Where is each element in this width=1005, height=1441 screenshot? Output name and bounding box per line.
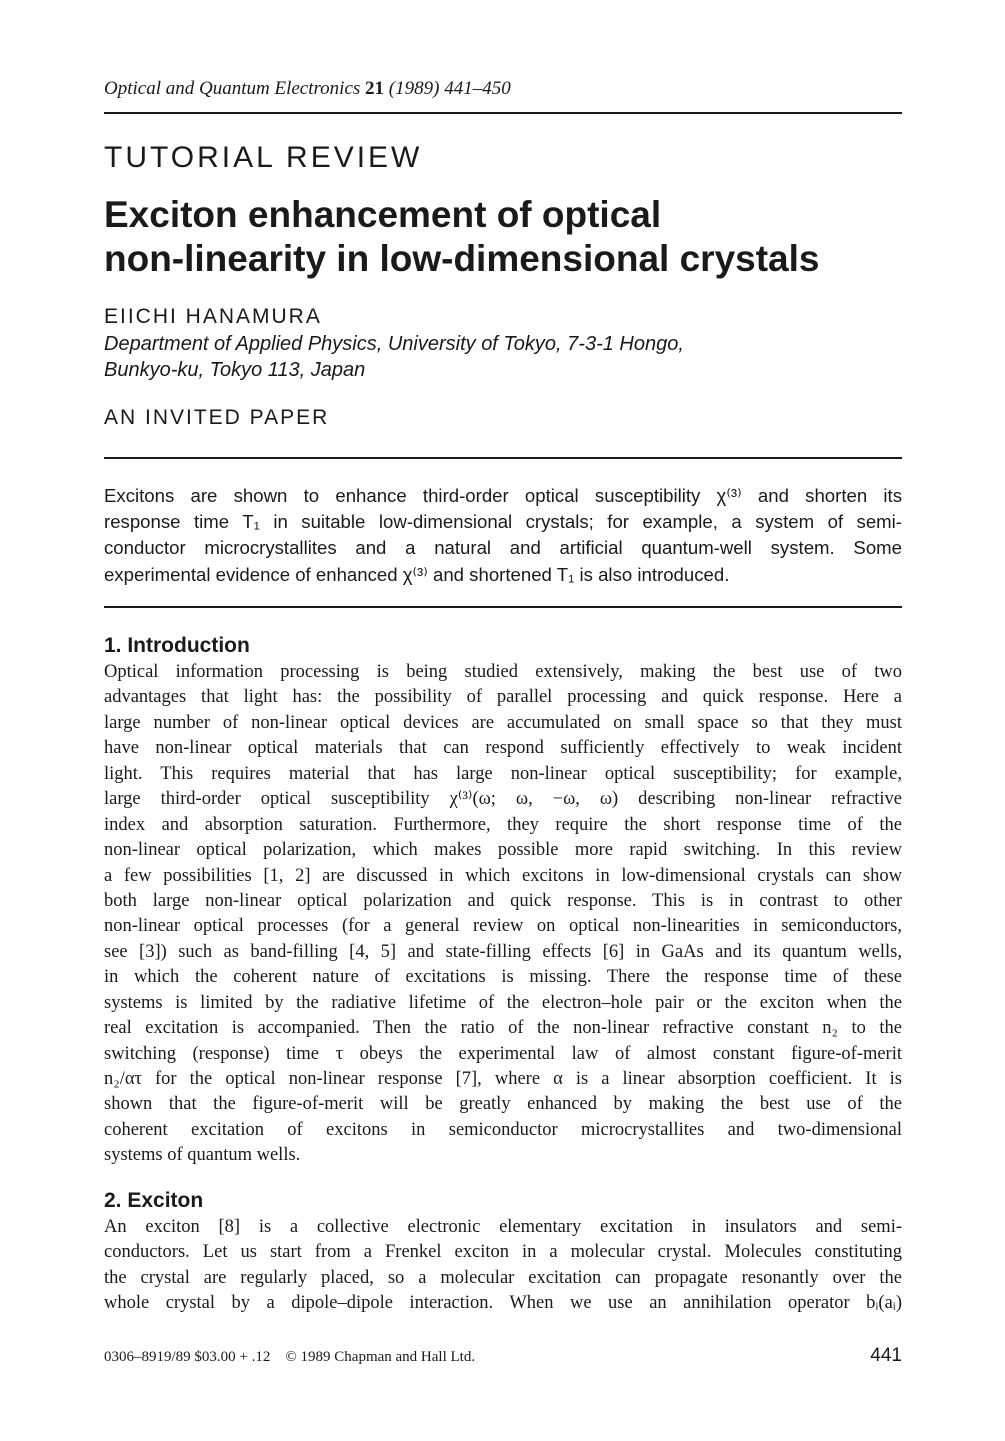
body-line: the crystal are regularly placed, so a molecular excitation can propagate resonantly over the <box>104 1267 902 1288</box>
section-body-introduction <box>104 660 902 1169</box>
affiliation-line: Department of Applied Physics, University of Tokyo, 7-3-1 Hongo, <box>104 333 684 355</box>
abstract <box>104 483 902 588</box>
body-line: have non-linear optical materials that can respond sufficiently effectively to weak incident <box>104 738 902 759</box>
section-heading-introduction: 1. Introduction <box>104 634 250 657</box>
body-line: non-linear optical polarization, which makes possible more rapid switching. In this review <box>104 840 902 861</box>
body-line: conductors. Let us start from a Frenkel exciton in a molecular crystal. Molecules constituting <box>104 1242 902 1263</box>
body-line: both large non-linear optical polarization and quick response. This is in contrast to other <box>104 890 902 911</box>
body-line: advantages that light has: the possibility of parallel processing and quick response. Here a <box>104 687 902 708</box>
author-affiliation <box>104 331 684 383</box>
journal-header <box>104 78 511 100</box>
body-line: n₂/ατ for the optical non-linear response [7], where α is a linear absorption coefficient. It is <box>104 1069 902 1089</box>
article-kicker: TUTORIAL REVIEW <box>104 141 423 174</box>
header-rule <box>104 112 902 114</box>
author-name: EIICHI HANAMURA <box>104 305 322 328</box>
journal-volume: 21 <box>365 78 385 99</box>
title-line: Exciton enhancement of optical <box>104 194 662 235</box>
body-line: see [3]) such as band-filling [4, 5] and state-filling effects [6] in GaAs and its quantum wells, <box>104 941 902 962</box>
section-heading-exciton: 2. Exciton <box>104 1189 204 1212</box>
abstract-line: response time T₁ in suitable low-dimensional crystals; for example, a system of semi- <box>104 511 902 533</box>
journal-name: Optical and Quantum Electronics <box>104 78 361 99</box>
abstract-line: conductor microcrystallites and a natural and artificial quantum-well system. Some <box>104 537 902 559</box>
body-line: large third-order optical susceptibility χ⁽³⁾(ω; ω, −ω, ω) describing non-linear refractive <box>104 789 902 810</box>
body-line: in which the coherent nature of excitations is missing. There the response time of these <box>104 967 902 988</box>
issn-price: 0306–8919/89 $03.00 + .12 <box>104 1349 271 1365</box>
abstract-line: Excitons are shown to enhance third-order optical susceptibility χ⁽³⁾ and shorten its <box>104 485 902 506</box>
abstract-top-rule <box>104 457 902 459</box>
body-line: Optical information processing is being studied extensively, making the best use of two <box>104 662 902 682</box>
affiliation-line: Bunkyo-ku, Tokyo 113, Japan <box>104 359 366 381</box>
body-line: whole crystal by a dipole–dipole interaction. When we use an annihilation operator bᵢ(aᵢ) <box>104 1293 902 1314</box>
abstract-line: experimental evidence of enhanced χ⁽³⁾ and shortened T₁ is also introduced. <box>104 563 730 585</box>
title-line: non-linearity in low-dimensional crystals <box>104 238 820 279</box>
paper-type: AN INVITED PAPER <box>104 406 330 429</box>
body-line: systems is limited by the radiative lifetime of the electron–hole pair or the exciton when the <box>104 992 902 1013</box>
body-line: systems of quantum wells. <box>104 1145 301 1166</box>
body-line: An exciton [8] is a collective electronic elementary excitation in insulators and semi- <box>104 1217 902 1237</box>
section-body-exciton <box>104 1215 902 1317</box>
body-line: large number of non-linear optical devices are accumulated on small space so that they must <box>104 712 902 733</box>
body-line: real excitation is accompanied. Then the ratio of the non-linear refractive constant n₂ to the <box>104 1018 902 1039</box>
article-title <box>104 193 904 281</box>
body-line: a few possibilities [1, 2] are discussed in which excitons in low-dimensional crystals can show <box>104 865 902 886</box>
body-line: coherent excitation of excitons in semiconductor microcrystallites and two-dimensional <box>104 1119 902 1140</box>
copyright: © 1989 Chapman and Hall Ltd. <box>285 1349 476 1365</box>
body-line: index and absorption saturation. Furthermore, they require the short response time of the <box>104 814 902 835</box>
body-line: switching (response) time τ obeys the experimental law of almost constant figure-of-merit <box>104 1043 902 1064</box>
footer-code <box>104 1349 475 1366</box>
abstract-bottom-rule <box>104 606 902 608</box>
body-line: light. This requires material that has large non-linear optical susceptibility; for example, <box>104 763 902 784</box>
body-line: shown that the figure-of-merit will be greatly enhanced by making the best use of the <box>104 1094 902 1115</box>
body-line: non-linear optical processes (for a general review on optical non-linearities in semiconductors, <box>104 916 902 937</box>
page-number: 441 <box>870 1345 902 1366</box>
journal-year-pages: (1989) 441–450 <box>388 78 511 99</box>
